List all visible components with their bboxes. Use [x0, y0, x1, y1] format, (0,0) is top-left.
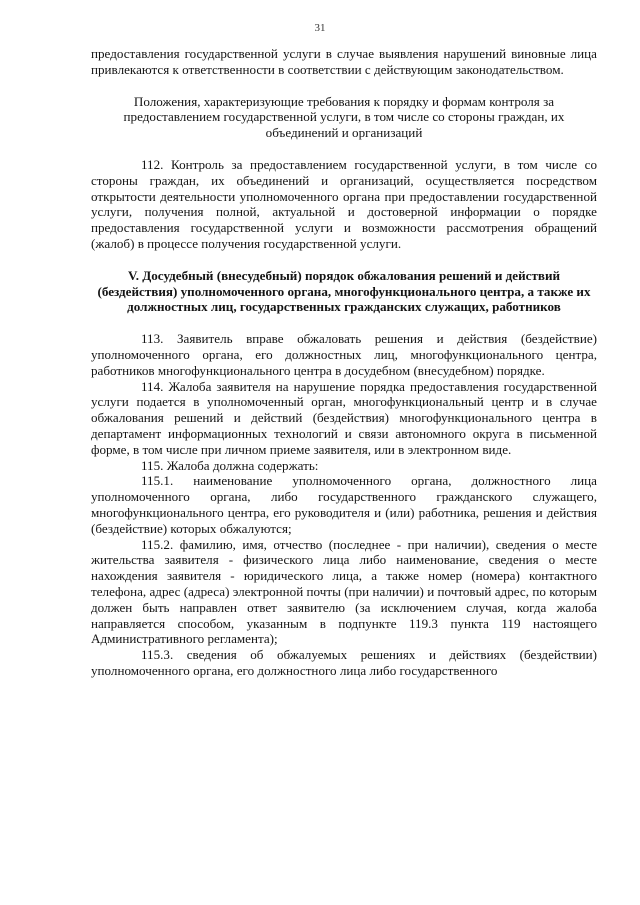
spacer — [91, 315, 597, 331]
spacer — [91, 252, 597, 268]
section-heading: V. Досудебный (внесудебный) порядок обжалования решений и действий (бездействия) уполномоченного органа, многофункционального центра, а также их должностных лиц, государственных гражданских служащих, работников — [97, 267, 591, 315]
paragraph-115-3: 115.3. сведения об обжалуемых решениях и действиях (бездействии) уполномоченного органа, его должностного лица либо государственного — [91, 647, 597, 678]
page-content — [91, 46, 597, 679]
paragraph-115: 115. Жалоба должна содержать: — [141, 457, 319, 473]
spacer — [91, 78, 597, 94]
subsection-heading: Положения, характеризующие требования к порядку и формам контроля за предоставлением государственной услуги, в том числе со стороны граждан, их объединений и организаций — [123, 93, 565, 141]
paragraph-114: 114. Жалоба заявителя на нарушение порядка предоставления государственной услуги подается в уполномоченный орган, многофункциональный центр и в случае обжалования решений и действий (бездействия) многофункционального центра в департамент информационных технологий и связи автономного округа в письменной форме, в том числе при личном приеме заявителя, или в электронном виде. — [91, 378, 597, 457]
page-number: 31 — [314, 22, 326, 34]
paragraph-113: 113. Заявитель вправе обжаловать решения и действия (бездействие) уполномоченного органа, его должностных лиц, многофункционального центра, работников многофункционального центра в досудебном (внесудебном) порядке. — [91, 331, 597, 378]
spacer — [91, 141, 597, 157]
paragraph-115-2: 115.2. фамилию, имя, отчество (последнее - при наличии), сведения о месте жительства заявителя - физического лица либо наименование, сведения о месте нахождения заявителя - юридического лица, а также номер (номера) контактного телефона, адрес (адреса) электронной почты (при наличии) и почтовый адрес, по которым должен быть направлен ответ заявителю (за исключением случая, когда жалоба направляется способом, указанным в подпункте 119.3 пункта 119 настоящего Административного регламента); — [91, 536, 597, 647]
paragraph-115-1: 115.1. наименование уполномоченного органа, должностного лица уполномоченного органа, либо государственного гражданского служащего, многофункционального центра, его руководителя и (или) работника, решения и действия (бездействие) которых обжалуются; — [91, 473, 597, 536]
paragraph-continuation: предоставления государственной услуги в случае выявления нарушений виновные лица привлекаются к ответственности в соответствии с действующим законодательством. — [91, 46, 597, 77]
paragraph-112: 112. Контроль за предоставлением государственной услуги, в том числе со стороны граждан, их объединений и организаций, осуществляется посредством открытости деятельности уполномоченного органа при предоставлении государственной услуги, получения полной, актуальной и достоверной информации о порядке предоставления государственной услуги и возможности рассмотрения обращений (жалоб) в процессе получения государственной услуги. — [91, 156, 597, 251]
